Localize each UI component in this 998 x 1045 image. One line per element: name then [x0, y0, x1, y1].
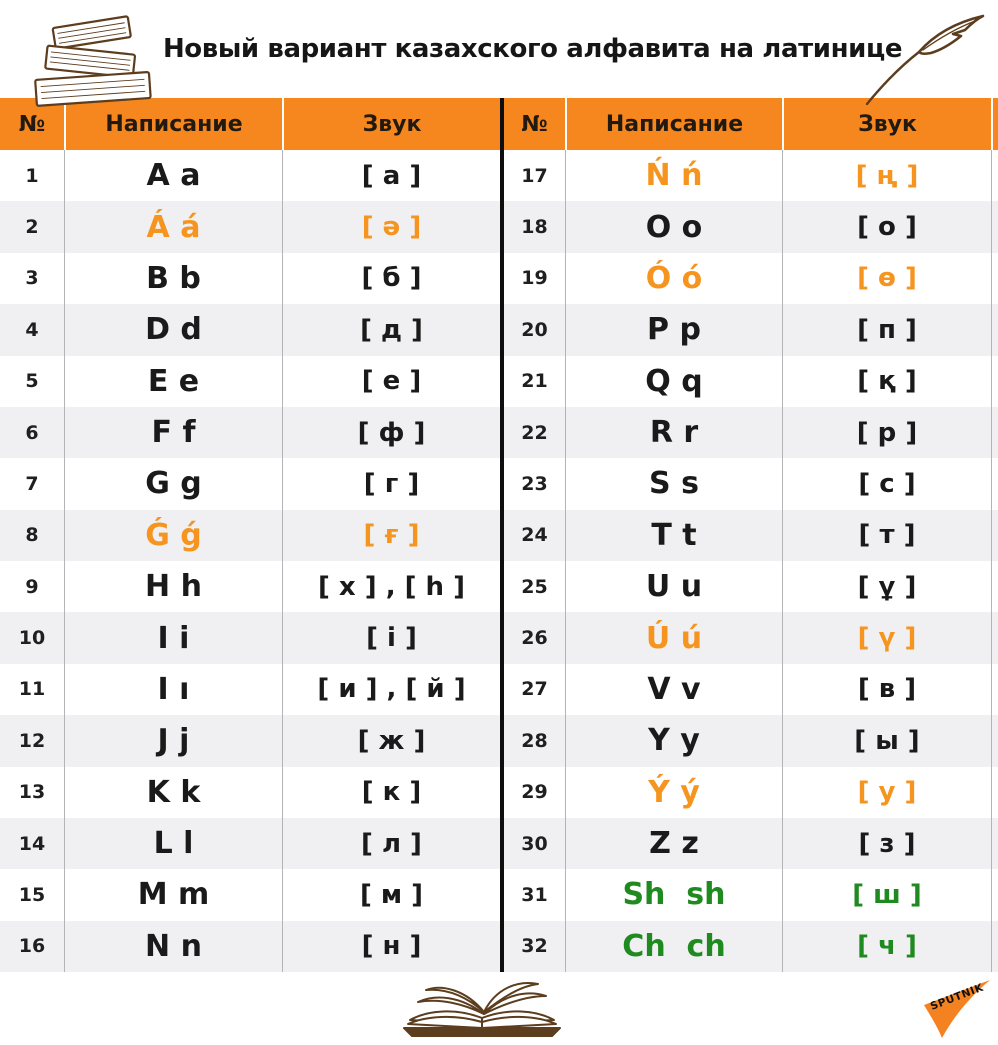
open-book-icon: [396, 978, 568, 1045]
row-number: 25: [521, 575, 548, 598]
sound-value: [ п ]: [782, 304, 991, 355]
row-number: 2: [25, 216, 39, 239]
table-row: [0, 818, 500, 869]
letter-pair: K k: [64, 767, 282, 818]
row-number: 21: [521, 370, 548, 393]
row-number: 16: [18, 935, 46, 958]
letter-pair: D d: [64, 304, 282, 355]
row-number: 27: [521, 678, 548, 701]
letter-pair: J j: [64, 715, 282, 766]
sound-value: [ ұ ]: [782, 561, 991, 612]
row-number: 5: [25, 370, 39, 393]
letter-pair: B b: [64, 253, 282, 304]
header-num: №: [18, 111, 46, 137]
sound-value: [ ә ]: [282, 201, 500, 252]
letter-pair: Ch ch: [565, 921, 782, 972]
table-left-half: [0, 98, 500, 972]
sound-value: [ ө ]: [782, 253, 991, 304]
table-row: [0, 304, 500, 355]
letter-pair: S s: [565, 458, 782, 509]
header-num: №: [521, 111, 548, 137]
table-edge-cell: [991, 510, 998, 561]
row-number: 19: [521, 267, 548, 290]
table-row: [0, 510, 500, 561]
letter-pair: F f: [64, 407, 282, 458]
row-number: 6: [25, 421, 39, 444]
sound-value: [ и ] , [ й ]: [282, 664, 500, 715]
sound-value: [ о ]: [782, 201, 991, 252]
sound-value: [ с ]: [782, 458, 991, 509]
sound-value: [ ғ ]: [282, 510, 500, 561]
table-row: [504, 818, 998, 869]
header-edge-cell: [991, 98, 998, 150]
page-title: Новый вариант казахского алфавита на латинице: [162, 34, 903, 64]
row-number: 17: [521, 164, 548, 187]
table-row: [504, 458, 998, 509]
row-number: 32: [521, 935, 548, 958]
sound-value: [ ш ]: [782, 869, 991, 920]
sound-value: [ д ]: [282, 304, 500, 355]
letter-pair: I ı: [64, 664, 282, 715]
sound-value: [ н ]: [282, 921, 500, 972]
sound-value: [ ң ]: [782, 150, 991, 201]
row-number: 22: [521, 421, 548, 444]
letter-pair: M m: [64, 869, 282, 920]
letter-pair: Q q: [565, 356, 782, 407]
letter-pair: U u: [565, 561, 782, 612]
row-number: 4: [25, 318, 39, 341]
table-row: [504, 561, 998, 612]
table-row: [504, 767, 998, 818]
table-rows-right: [504, 150, 998, 972]
row-number: 15: [18, 883, 46, 906]
row-number: 23: [521, 472, 548, 495]
sound-value: [ м ]: [282, 869, 500, 920]
sound-value: [ з ]: [782, 818, 991, 869]
row-number: 9: [25, 575, 39, 598]
table-edge-cell: [991, 407, 998, 458]
letter-pair: Z z: [565, 818, 782, 869]
table-row: [0, 253, 500, 304]
sound-value: [ а ]: [282, 150, 500, 201]
row-number: 12: [18, 729, 46, 752]
table-edge-cell: [991, 715, 998, 766]
table-row: [0, 407, 500, 458]
books-stack-icon: [14, 8, 164, 114]
table-edge-cell: [991, 561, 998, 612]
table-row: [504, 304, 998, 355]
sound-value: [ в ]: [782, 664, 991, 715]
footer-band: [0, 972, 998, 1045]
sound-value: [ і ]: [282, 612, 500, 663]
table-row: [0, 201, 500, 252]
table-edge-cell: [991, 356, 998, 407]
table-edge-cell: [991, 304, 998, 355]
letter-pair: Ń ń: [565, 150, 782, 201]
sound-value: [ е ]: [282, 356, 500, 407]
row-number: 26: [521, 627, 548, 650]
letter-pair: G g: [64, 458, 282, 509]
table-row: [0, 715, 500, 766]
table-edge-cell: [991, 458, 998, 509]
sound-value: [ қ ]: [782, 356, 991, 407]
table-right-half: [504, 98, 998, 972]
header-writing: Написание: [64, 98, 282, 150]
table-row: [504, 510, 998, 561]
letter-pair: E e: [64, 356, 282, 407]
quill-icon: [857, 10, 992, 114]
row-number: 14: [18, 832, 46, 855]
table-row: [504, 921, 998, 972]
row-number: 29: [521, 781, 548, 804]
sound-value: [ т ]: [782, 510, 991, 561]
table-row: [504, 612, 998, 663]
row-number: 28: [521, 729, 548, 752]
row-number: 7: [25, 472, 39, 495]
letter-pair: Ý ý: [565, 767, 782, 818]
sputnik-logo: [920, 978, 992, 1044]
sound-value: [ ы ]: [782, 715, 991, 766]
row-number: 20: [521, 318, 548, 341]
letter-pair: P p: [565, 304, 782, 355]
alphabet-table: [0, 98, 998, 972]
table-row: [0, 458, 500, 509]
table-row: [504, 253, 998, 304]
sound-value: [ ү ]: [782, 612, 991, 663]
letter-pair: Ó ó: [565, 253, 782, 304]
letter-pair: Á á: [64, 201, 282, 252]
row-number: 8: [25, 524, 39, 547]
letter-pair: Ǵ ǵ: [64, 510, 282, 561]
row-number: 31: [521, 883, 548, 906]
sound-value: [ р ]: [782, 407, 991, 458]
letter-pair: L l: [64, 818, 282, 869]
table-row: [0, 150, 500, 201]
table-edge-cell: [991, 767, 998, 818]
row-number: 13: [18, 781, 46, 804]
header-sound: Звук: [282, 98, 500, 150]
row-number: 18: [521, 216, 548, 239]
table-row: [0, 356, 500, 407]
table-row: [504, 407, 998, 458]
row-number: 30: [521, 832, 548, 855]
sound-value: [ ч ]: [782, 921, 991, 972]
table-row: [504, 715, 998, 766]
sputnik-logo-text: SPUTNIK: [928, 981, 986, 1013]
top-band: [0, 0, 998, 98]
sound-value: [ к ]: [282, 767, 500, 818]
table-row: [0, 561, 500, 612]
sound-value: [ х ] , [ h ]: [282, 561, 500, 612]
table-row: [504, 150, 998, 201]
letter-pair: A a: [64, 150, 282, 201]
row-number: 24: [521, 524, 548, 547]
header-writing: Написание: [565, 98, 782, 150]
table-edge-cell: [991, 201, 998, 252]
table-row: [0, 767, 500, 818]
table-row: [504, 356, 998, 407]
letter-pair: Ú ú: [565, 612, 782, 663]
sound-value: [ б ]: [282, 253, 500, 304]
table-row: [0, 664, 500, 715]
sound-value: [ л ]: [282, 818, 500, 869]
row-number: 1: [25, 164, 39, 187]
letter-pair: H h: [64, 561, 282, 612]
sound-value: [ г ]: [282, 458, 500, 509]
letter-pair: T t: [565, 510, 782, 561]
letter-pair: Sh sh: [565, 869, 782, 920]
sound-value: [ ж ]: [282, 715, 500, 766]
table-edge-cell: [991, 150, 998, 201]
table-row: [0, 612, 500, 663]
table-edge-cell: [991, 869, 998, 920]
table-edge-cell: [991, 921, 998, 972]
row-number: 11: [18, 678, 46, 701]
table-row: [0, 869, 500, 920]
table-rows-left: [0, 150, 500, 972]
row-number: 3: [25, 267, 39, 290]
table-edge-cell: [991, 253, 998, 304]
sound-value: [ у ]: [782, 767, 991, 818]
table-edge-cell: [991, 664, 998, 715]
header-sound: Звук: [782, 98, 991, 150]
table-edge-cell: [991, 818, 998, 869]
table-row: [504, 869, 998, 920]
letter-pair: V v: [565, 664, 782, 715]
table-row: [504, 664, 998, 715]
table-row: [504, 201, 998, 252]
letter-pair: R r: [565, 407, 782, 458]
row-number: 10: [18, 627, 46, 650]
table-row: [0, 921, 500, 972]
letter-pair: N n: [64, 921, 282, 972]
table-edge-cell: [991, 612, 998, 663]
sound-value: [ ф ]: [282, 407, 500, 458]
letter-pair: I i: [64, 612, 282, 663]
letter-pair: O o: [565, 201, 782, 252]
letter-pair: Y y: [565, 715, 782, 766]
